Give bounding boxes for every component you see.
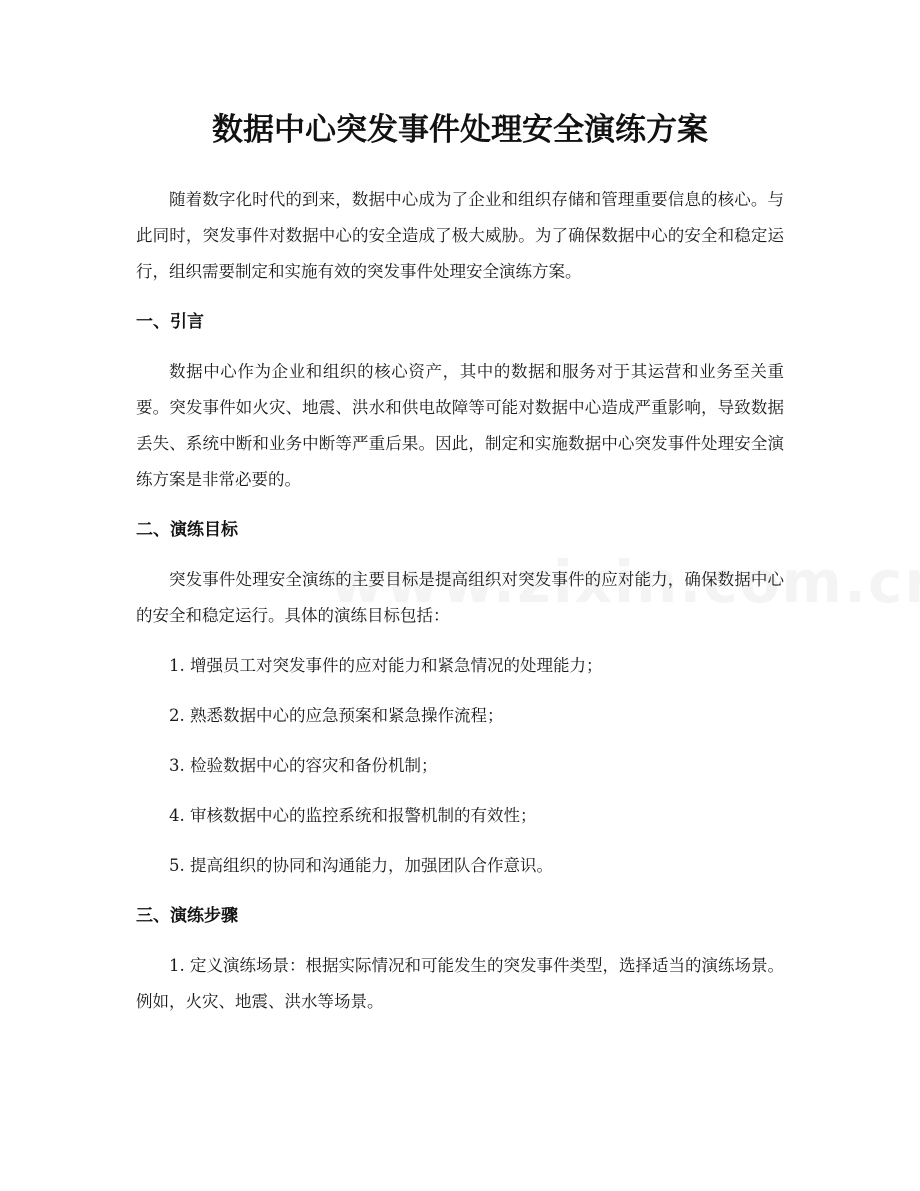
section-introduction: [136, 304, 784, 498]
list-item: 3. 检验数据中心的容灾和备份机制；: [169, 756, 438, 775]
intro-paragraph: 随着数字化时代的到来，数据中心成为了企业和组织存储和管理重要信息的核心。与此同时，突发事件对数据中心的安全造成了极大威胁。为了确保数据中心的安全和稳定运行，组织需要制定和实施有效的突发事件处理安全演练方案。: [136, 190, 784, 281]
section-heading: 一、引言: [136, 312, 204, 332]
list-item: 4. 审核数据中心的监控系统和报警机制的有效性；: [169, 806, 537, 825]
section-paragraph: 突发事件处理安全演练的主要目标是提高组织对突发事件的应对能力，确保数据中心的安全和稳定运行。具体的演练目标包括：: [136, 570, 784, 625]
list-item: 1. 增强员工对突发事件的应对能力和紧急情况的处理能力；: [169, 656, 603, 675]
document-title: 数据中心突发事件处理安全演练方案: [212, 112, 708, 148]
section-paragraph: 数据中心作为企业和组织的核心资产，其中的数据和服务对于其运营和业务至关重要。突发事件如火灾、地震、洪水和供电故障等可能对数据中心造成严重影响，导致数据丢失、系统中断和业务中断等严重后果。因此，制定和实施数据中心突发事件处理安全演练方案是非常必要的。: [136, 362, 784, 489]
section-goals: [136, 512, 784, 884]
list-item: 5. 提高组织的协同和沟通能力，加强团队合作意识。: [169, 856, 553, 875]
list-item: 1. 定义演练场景：根据实际情况和可能发生的突发事件类型，选择适当的演练场景。例如，火灾、地震、洪水等场景。: [136, 956, 784, 1011]
section-heading: 二、演练目标: [136, 520, 238, 540]
document-body: [136, 182, 784, 1034]
section-steps: [136, 898, 784, 1020]
list-item: 2. 熟悉数据中心的应急预案和紧急操作流程；: [169, 706, 504, 725]
section-heading: 三、演练步骤: [136, 906, 238, 926]
